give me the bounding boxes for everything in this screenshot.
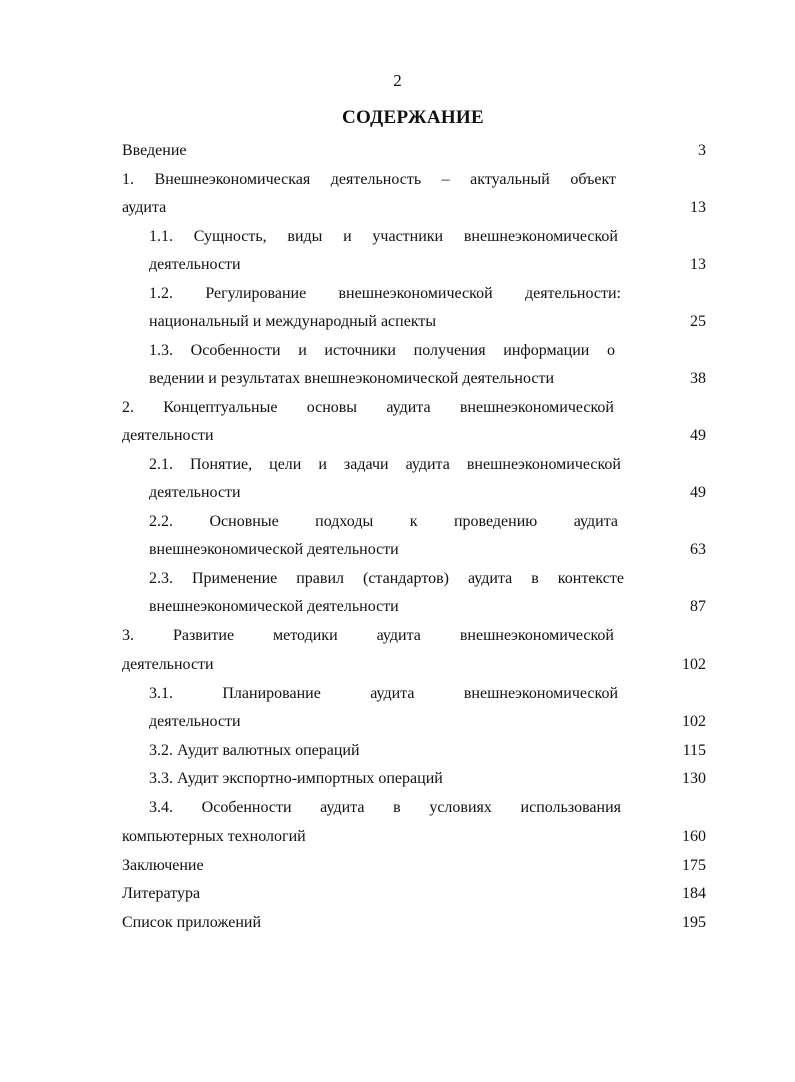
- toc-entry-title-line-1: 3.4. Особенности аудита в условиях использования: [149, 799, 621, 816]
- toc-entry-title-line-1: 2.3. Применение правил (стандартов) аудита в контексте: [149, 570, 624, 587]
- toc-entry-title-line-1: 3. Развитие методики аудита внешнеэкономической: [122, 627, 614, 644]
- toc-entry-title-line-2: деятельности: [149, 484, 241, 501]
- toc-entry-title-line-2: компьютерных технологий: [122, 828, 306, 845]
- toc-entry-title: Литература: [122, 885, 201, 902]
- toc-entry-title: Заключение: [122, 857, 204, 874]
- toc-entry-page: 3: [698, 142, 706, 159]
- toc-entry-title-line-1: 1.3. Особенности и источники получения информации о: [149, 342, 615, 359]
- toc-entry-title-line-1: 1.1. Сущность, виды и участники внешнеэкономической: [149, 228, 618, 245]
- toc-entry-page: 184: [682, 885, 706, 902]
- toc-entry-title-line-2: деятельности: [149, 256, 241, 273]
- toc-entry-title: Список приложений: [122, 914, 262, 931]
- toc-entry-page: 195: [682, 914, 706, 931]
- toc-entry-page: 130: [682, 770, 706, 787]
- toc-entry-title-line-2: деятельности: [149, 713, 241, 730]
- page-title: СОДЕРЖАНИЕ: [342, 107, 484, 128]
- toc-entry-title-line-1: 1. Внешнеэкономическая деятельность – актуальный объект: [122, 171, 616, 188]
- toc-entry-title: 3.3. Аудит экспортно-импортных операций: [149, 770, 443, 787]
- toc-entry-title-line-1: 2.2. Основные подходы к проведению аудита: [149, 513, 618, 530]
- toc-entry-page: 63: [690, 541, 706, 558]
- toc-entry-title-line-1: 1.2. Регулирование внешнеэкономической деятельности:: [149, 285, 621, 302]
- toc-entry-page: 160: [682, 828, 706, 845]
- toc-entry-title-line-2: деятельности: [122, 427, 214, 444]
- toc-entry-title: Введение: [122, 142, 187, 159]
- toc-entry-title: 3.2. Аудит валютных операций: [149, 742, 360, 759]
- page-number: 2: [393, 71, 402, 90]
- toc-entry-page: 25: [690, 313, 706, 330]
- toc-entry-page: 38: [690, 370, 706, 387]
- toc-entry-title-line-2: ведении и результатах внешнеэкономической деятельности: [149, 370, 554, 387]
- toc-entry-title-line-2: внешнеэкономической деятельности: [149, 541, 399, 558]
- toc-entry-page: 49: [690, 427, 706, 444]
- toc-entry-title-line-2: деятельности: [122, 656, 214, 673]
- toc-entry-page: 13: [690, 256, 706, 273]
- toc-entry-title-line-2: аудита: [122, 199, 167, 216]
- toc-entry-page: 115: [682, 742, 706, 759]
- toc-entry-page: 102: [682, 713, 706, 730]
- toc-entry-page: 175: [682, 857, 706, 874]
- toc-entry-page: 13: [690, 199, 706, 216]
- toc-entry-page: 87: [690, 598, 706, 615]
- toc-entry-title-line-2: национальный и международный аспекты: [149, 313, 437, 330]
- toc-entry-title-line-1: 2.1. Понятие, цели и задачи аудита внешнеэкономической: [149, 456, 621, 473]
- toc-entry-page: 102: [682, 656, 706, 673]
- toc-entry-title-line-2: внешнеэкономической деятельности: [149, 598, 399, 615]
- toc-entry-page: 49: [690, 484, 706, 501]
- toc-entry-title-line-1: 2. Концептуальные основы аудита внешнеэкономической: [122, 399, 614, 416]
- toc-entry-title-line-1: 3.1. Планирование аудита внешнеэкономической: [149, 685, 618, 702]
